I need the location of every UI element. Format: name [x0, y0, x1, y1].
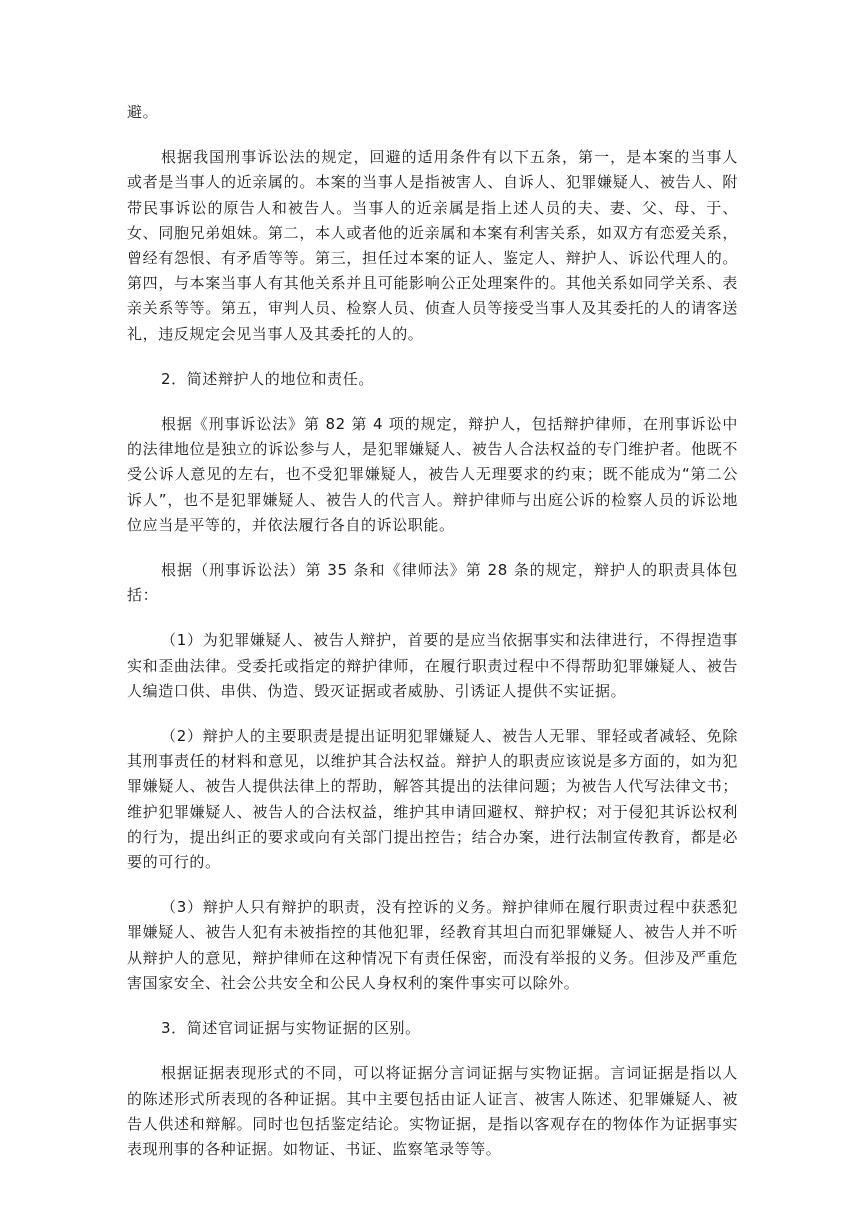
question-heading-2: 2．简述辩护人的地位和责任。 — [161, 369, 374, 388]
paragraph-defender-status: 根据《刑事诉讼法》第 82 第 4 项的规定，辩护人，包括辩护律师，在刑事诉讼中的法律地位是独立的诉讼参与人，是犯罪嫌疑人、被告人合法权益的专门维护者。他既不受公诉人意见的左右，也不受犯罪嫌疑人，被告人无理要求的约束；既不能成为“第二公诉人”，也不是犯罪嫌疑人、被告人的代言人。辩护律师与出庭公诉的检察人员的诉讼地位应当是平等的，并依法履行各自的诉讼职能。 — [127, 415, 738, 534]
paragraph-duty-1: （1）为犯罪嫌疑人、被告人辩护，首要的是应当依据事实和法律进行，不得捏造事实和歪曲法律。受委托或指定的辩护律师，在履行职责过程中不得帮助犯罪嫌疑人、被告人编造口供、串供、伪造、毁灭证据或者威胁、引诱证人提供不实证据。 — [127, 631, 738, 700]
paragraph-defender-duties-intro: 根据（刑事诉讼法）第 35 条和《律师法》第 28 条的规定，辩护人的职责具体包括： — [127, 561, 738, 605]
paragraph-evidence-types: 根据证据表现形式的不同，可以将证据分言词证据与实物证据。言词证据是指以人的陈述形式所表现的各种证据。其中主要包括由证人证言、被害人陈述、犯罪嫌疑人、被告人供述和辩解。同时也包括鉴定结论。实物证据，是指以客观存在的物体作为证据事实表现刑事的各种证据。如物证、书证、监察笔录等等。 — [127, 1064, 738, 1158]
paragraph-duty-3: （3）辩护人只有辩护的职责，没有控诉的义务。辩护律师在履行职责过程中获悉犯罪嫌疑人、被告人犯有未被指控的其他犯罪，经教育其坦白而犯罪嫌疑人、被告人并不听从辩护人的意见，辩护律师在这种情况下有责任保密，而没有举报的义务。但涉及严重危害国家安全、社会公共安全和公民人身权利的案件事实可以除外。 — [127, 898, 738, 992]
question-heading-3: 3．简述官词证据与实物证据的区别。 — [161, 1019, 421, 1038]
paragraph-recusal-conditions: 根据我国刑事诉讼法的规定，回避的适用条件有以下五条，第一，是本案的当事人或者是当事人的近亲属的。本案的当事人是指被害人、自诉人、犯罪嫌疑人、被告人、附带民事诉讼的原告人和被告人。当事人的近亲属是指上述人员的夫、妻、父、母、于、女、同胞兄弟姐妹。第二，本人或者他的近亲属和本案有利害关系，如双方有恋爱关系，曾经有怨恨、有矛盾等等。第三，担任过本案的证人、鉴定人、辩护人、诉讼代理人的。第四，与本案当事人有其他关系并且可能影响公正处理案件的。其他关系如同学关系、表亲关系等等。第五，审判人员、检察人员、侦查人员等接受当事人及其委托的人的请客送礼，违反规定会见当事人及其委托的人的。 — [127, 148, 738, 343]
paragraph-duty-2: （2）辩护人的主要职责是提出证明犯罪嫌疑人、被告人无罪、罪轻或者减轻、免除其刑事责任的材料和意见，以维护其合法权益。辩护人的职责应该说是多方面的，如为犯罪嫌疑人、被告人提供法律上的帮助，解答其提出的法律问题；为被告人代写法律文书；维护犯罪嫌疑人、被告人的合法权益，维护其申请回避权、辩护权；对于侵犯其诉讼权利的行为，提出纠正的要求或向有关部门提出控告；结合办案，进行法制宣传教育，都是必要的可行的。 — [127, 727, 738, 872]
paragraph-continuation: 避。 — [127, 103, 159, 121]
